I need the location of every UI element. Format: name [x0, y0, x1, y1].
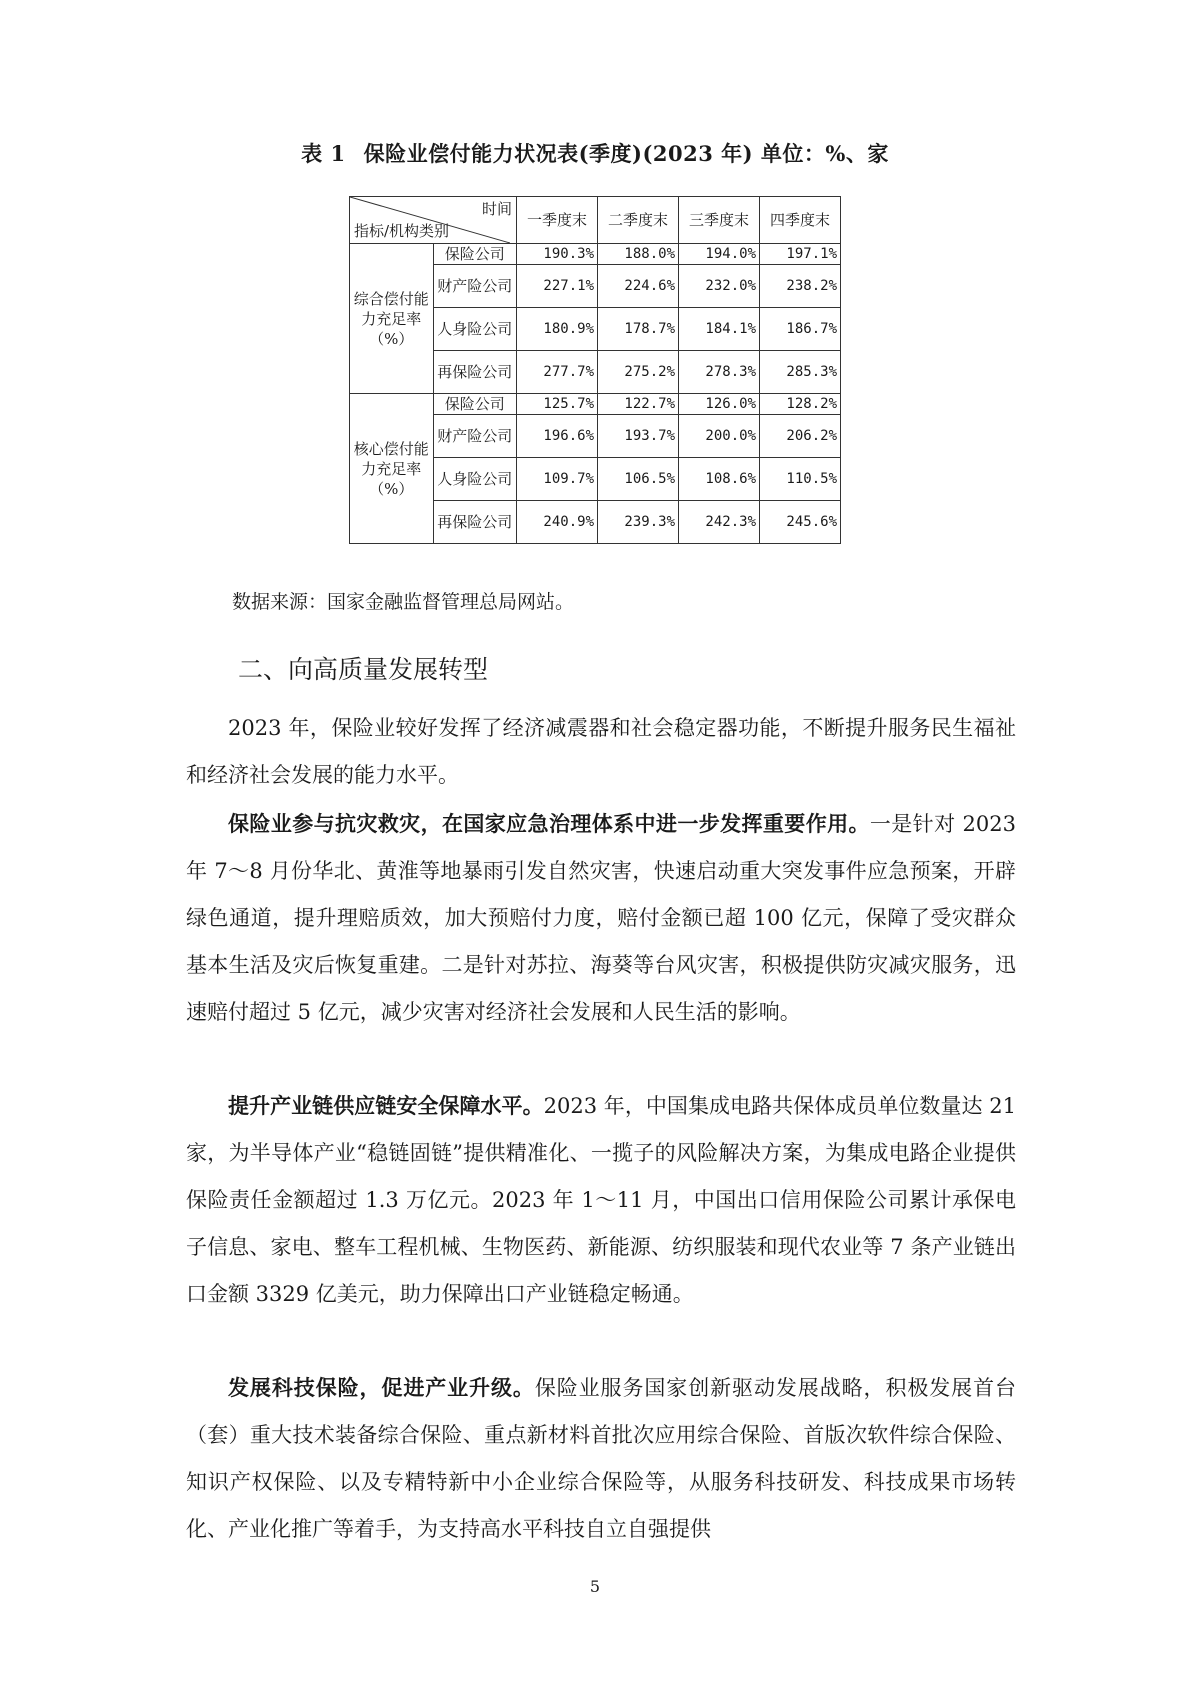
table-cell: 109.7%: [517, 458, 598, 501]
column-header: 三季度末: [679, 197, 760, 244]
row-label: 保险公司: [433, 394, 517, 415]
page-number: 5: [589, 1577, 601, 1596]
table-cell: 275.2%: [598, 351, 679, 394]
group-label: 核心偿付能力充足率（%）: [350, 394, 434, 544]
table-corner-header: [350, 197, 517, 244]
solvency-table: [349, 196, 841, 544]
table-cell: 232.0%: [679, 265, 760, 308]
table-cell: 245.6%: [760, 501, 841, 544]
table-cell: 126.0%: [679, 394, 760, 415]
paragraph: [186, 800, 1016, 1036]
section-heading: 二、向高质量发展转型: [238, 655, 489, 684]
paragraph: [186, 1082, 1016, 1318]
row-label: 保险公司: [433, 244, 517, 265]
table-cell: 227.1%: [517, 265, 598, 308]
table-cell: 197.1%: [760, 244, 841, 265]
paragraph: [186, 705, 1016, 799]
table-cell: 285.3%: [760, 351, 841, 394]
paragraph-text: 一是针对 2023 年 7～8 月份华北、黄淮等地暴雨引发自然灾害，快速启动重大突发事件应急预案，开辟绿色通道，提升理赔质效，加大预赔付力度，赔付金额已超 100 亿元，保障了受灾群众基本生活及灾后恢复重建。二是针对苏拉、海葵等台风灾害，积极提供防灾减灾服务，迅速赔付超过 5 亿元，减少灾害对经济社会发展和人民生活的影响。: [186, 812, 1016, 1024]
table-cell: 178.7%: [598, 308, 679, 351]
table-cell: 200.0%: [679, 415, 760, 458]
row-label: 财产险公司: [433, 415, 517, 458]
table-cell: 122.7%: [598, 394, 679, 415]
column-header: 四季度末: [760, 197, 841, 244]
column-header: 二季度末: [598, 197, 679, 244]
table-cell: 110.5%: [760, 458, 841, 501]
table-cell: 277.7%: [517, 351, 598, 394]
data-source-note: 数据来源：国家金融监督管理总局网站。: [232, 591, 575, 613]
table-cell: 186.7%: [760, 308, 841, 351]
corner-bottom-label: 指标/机构类别: [354, 222, 450, 240]
group-label: 综合偿付能力充足率（%）: [350, 244, 434, 394]
table-cell: 242.3%: [679, 501, 760, 544]
table-cell: 196.6%: [517, 415, 598, 458]
paragraph-text: 2023 年，中国集成电路共保体成员单位数量达 21 家，为半导体产业“稳链固链”提供精准化、一揽子的风险解决方案，为集成电路企业提供保险责任金额超过 1.3 万亿元。2023 年 1～11 月，中国出口信用保险公司累计承保电子信息、家电、整车工程机械、生物医药、新能源、纺织服装和现代农业等 7 条产业链出口金额 3329 亿美元，助力保障出口产业链稳定畅通。: [186, 1094, 1017, 1306]
paragraph-text: 2023 年，保险业较好发挥了经济减震器和社会稳定器功能，不断提升服务民生福祉和经济社会发展的能力水平。: [186, 716, 1016, 787]
table-title: [0, 138, 1190, 168]
table-cell: 193.7%: [598, 415, 679, 458]
table-cell: 239.3%: [598, 501, 679, 544]
column-header: 一季度末: [517, 197, 598, 244]
table-cell: 224.6%: [598, 265, 679, 308]
table-cell: 128.2%: [760, 394, 841, 415]
table-cell: 190.3%: [517, 244, 598, 265]
table-cell: 240.9%: [517, 501, 598, 544]
table-cell: 184.1%: [679, 308, 760, 351]
paragraph: [186, 1364, 1016, 1553]
table-cell: 188.0%: [598, 244, 679, 265]
paragraph-lead: 保险业参与抗灾救灾，在国家应急治理体系中进一步发挥重要作用。: [228, 811, 870, 836]
paragraph-lead: 提升产业链供应链安全保障水平。: [228, 1093, 544, 1118]
table-title-text: 保险业偿付能力状况表(季度)(2023 年) 单位：%、家: [363, 141, 889, 166]
table-title-label: 表 1: [301, 141, 346, 166]
row-label: 再保险公司: [433, 501, 517, 544]
paragraph-lead: 发展科技保险，促进产业升级。: [228, 1375, 535, 1400]
paragraph-text: 保险业服务国家创新驱动发展战略，积极发展首台（套）重大技术装备综合保险、重点新材料首批次应用综合保险、首版次软件综合保险、知识产权保险、以及专精特新中小企业综合保险等，从服务科技研发、科技成果市场转化、产业化推广等着手，为支持高水平科技自立自强提供: [186, 1376, 1017, 1541]
row-label: 人身险公司: [433, 308, 517, 351]
table-cell: 206.2%: [760, 415, 841, 458]
table-cell: 238.2%: [760, 265, 841, 308]
row-label: 人身险公司: [433, 458, 517, 501]
table-cell: 194.0%: [679, 244, 760, 265]
table-cell: 106.5%: [598, 458, 679, 501]
corner-top-label: 时间: [481, 200, 512, 218]
table-cell: 180.9%: [517, 308, 598, 351]
table-cell: 125.7%: [517, 394, 598, 415]
row-label: 财产险公司: [433, 265, 517, 308]
row-label: 再保险公司: [433, 351, 517, 394]
table-cell: 278.3%: [679, 351, 760, 394]
table-cell: 108.6%: [679, 458, 760, 501]
